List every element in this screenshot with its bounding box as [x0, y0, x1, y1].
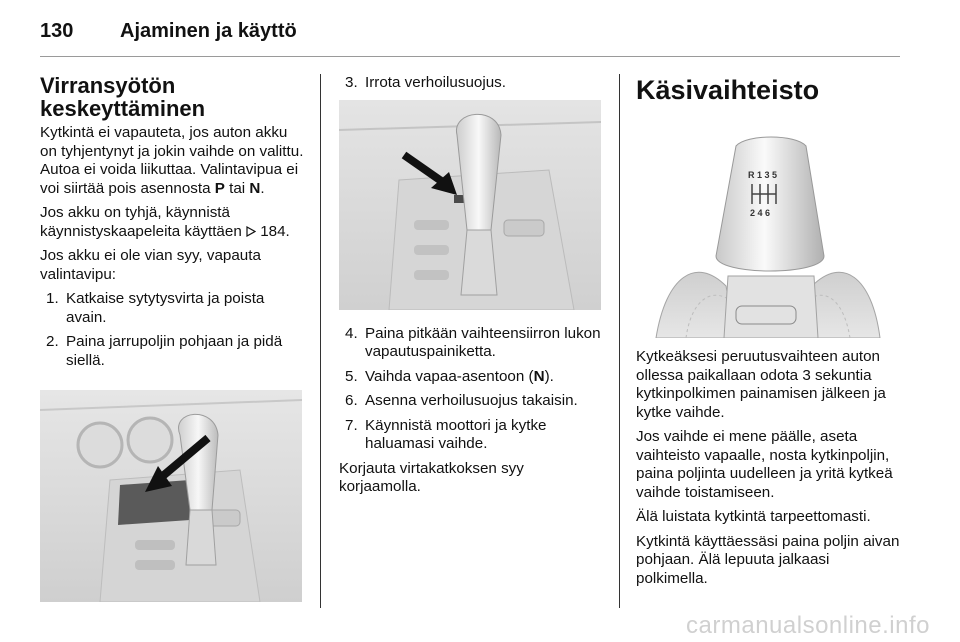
- subtitle-line-1: Virransyötön: [40, 73, 176, 98]
- paragraph-neutral: Jos vaihde ei mene päälle, aseta vaihteisto vapaalle, nosta kytkinpoljin, paina poljinta uudelleen ja yritä kytkeä vaihde toistamiseen.: [636, 428, 893, 501]
- paragraph-jumpstart: [40, 204, 305, 241]
- para1-mid: tai: [224, 179, 250, 197]
- list-item: 5. Vaihda vapaa-asentoon (N).: [345, 367, 554, 385]
- list-item: 6. Asenna verhoilusuojus takaisin.: [345, 392, 578, 409]
- section-title: Ajaminen ja käyttö: [120, 20, 297, 42]
- knob-top-labels: R 1 3 5: [748, 170, 778, 180]
- paragraph-release: Jos akku ei ole vian syy, vapauta valintavipu:: [40, 247, 261, 283]
- list-item: 1. Katkaise sytytysvirta ja poista avain.: [46, 290, 265, 326]
- gear-knob-image: [636, 126, 900, 338]
- watermark: carmanualsonline.info: [686, 612, 930, 639]
- knob-bottom-labels: 2 4 6: [750, 208, 771, 218]
- list-item: 3. Irrota verhoilusuojus.: [345, 74, 506, 91]
- paragraph-pedal: Kytkintä käyttäessäsi paina poljin aivan pohjaan. Älä lepuuta jalkaasi polkimella.: [636, 532, 900, 587]
- steps-list-1: [40, 290, 305, 370]
- column-divider-1: [320, 74, 321, 608]
- section-heading: Käsivaihteisto: [636, 75, 820, 105]
- para1-text: Kytkintä ei vapauteta, jos auton akku on tyhjentynyt ja jokin vaihde on valittu. Autoa ei voida liikuttaa. Valintavipua ei voi siirtää pois asennosta: [40, 124, 304, 197]
- para1-end: .: [260, 179, 265, 197]
- page-header: [40, 20, 920, 48]
- subtitle-line-2: keskeyttäminen: [40, 96, 206, 121]
- list-item: 7. Käynnistä moottori ja kytke haluamasi vaihde.: [345, 416, 547, 452]
- page-number: 130: [40, 20, 74, 42]
- column-3: [636, 348, 904, 594]
- paragraph-slip: Älä luistata kytkintä tarpeettomasti.: [636, 508, 871, 525]
- steps-list-2b: [339, 325, 605, 454]
- selector-lever-image: [40, 390, 302, 602]
- para1-bold-p: P: [214, 179, 225, 197]
- list-item: 2. Paina jarrupoljin pohjaan ja pidä siellä.: [46, 333, 283, 369]
- trim-cover-image: [339, 100, 601, 310]
- page-ref-icon: [246, 223, 256, 242]
- header-rule: [40, 56, 900, 57]
- steps-list-2a: [339, 74, 605, 93]
- column-divider-2: [619, 74, 620, 608]
- list-item: 4. Paina pitkään vaihteensiirron lukon vapautuspainiketta.: [345, 324, 601, 360]
- paragraph-repair: Korjauta virtakatkoksen syy korjaamolla.: [339, 459, 524, 495]
- subsection-title: [40, 74, 305, 120]
- para1-bold-n: N: [249, 179, 261, 197]
- para2-text: Jos akku on tyhjä, käynnistä käynnistyskaapeleita käyttäen: [40, 204, 246, 240]
- paragraph-clutch: [40, 124, 305, 198]
- page-ref-link[interactable]: 184.: [256, 222, 290, 240]
- column-1: [40, 74, 305, 376]
- paragraph-reverse: Kytkeäksesi peruutusvaihteen auton ollessa paikallaan odota 3 sekuntia kytkinpolkimen painamisen jälkeen ja kytke vaihde.: [636, 348, 886, 421]
